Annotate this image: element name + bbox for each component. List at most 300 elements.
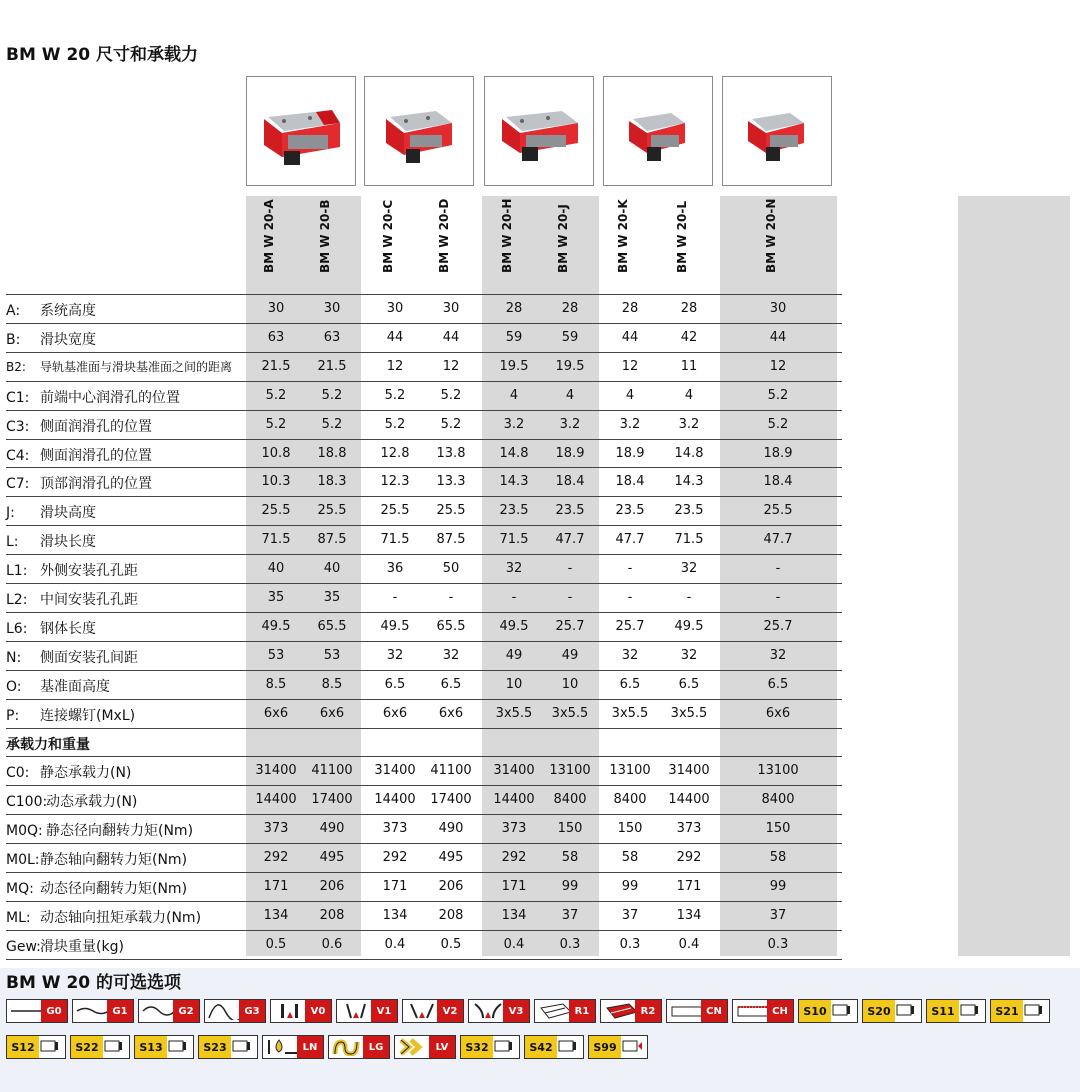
option-lg[interactable] bbox=[328, 1035, 390, 1059]
table-cell: 32 bbox=[505, 561, 523, 577]
table-cell: 30 bbox=[386, 301, 404, 316]
table-cell: 8.5 bbox=[321, 676, 343, 692]
table-cell: 0.5 bbox=[265, 936, 287, 952]
table-cell: 50 bbox=[442, 561, 460, 577]
option-code: G3 bbox=[239, 1000, 265, 1022]
table-cell: - bbox=[775, 561, 781, 577]
option-s23[interactable] bbox=[198, 1035, 258, 1059]
table-cell: 171 bbox=[501, 879, 527, 894]
table-cell: - bbox=[627, 590, 633, 605]
option-s21[interactable] bbox=[990, 999, 1050, 1023]
table-cell: 65.5 bbox=[317, 618, 347, 634]
table-cell: 0.3 bbox=[559, 936, 581, 952]
table-cell: 49 bbox=[561, 647, 579, 663]
column-header bbox=[302, 196, 362, 292]
table-cell: 13100 bbox=[609, 763, 651, 779]
row-divider bbox=[6, 554, 842, 555]
table-cell: 5.2 bbox=[321, 387, 343, 403]
table-cell: 11 bbox=[680, 358, 698, 374]
table-cell: 25.7 bbox=[555, 618, 585, 634]
table-cell: 5.2 bbox=[440, 416, 462, 432]
column-header bbox=[246, 196, 306, 292]
table-cell: 495 bbox=[438, 850, 464, 866]
option-code: S11 bbox=[927, 1000, 959, 1022]
table-cell: 42 bbox=[680, 329, 698, 345]
table-cell: 47.7 bbox=[615, 532, 645, 548]
table-cell: 0.3 bbox=[767, 936, 789, 952]
table-cell: 6x6 bbox=[382, 705, 408, 721]
lube-v-icon bbox=[397, 1038, 433, 1060]
table-cell: 6x6 bbox=[319, 705, 345, 721]
table-cell: 3x5.5 bbox=[670, 705, 708, 721]
option-code: CN bbox=[701, 1000, 727, 1022]
column-header bbox=[540, 196, 600, 292]
table-cell: 31400 bbox=[668, 763, 710, 779]
option-code: LN bbox=[297, 1036, 323, 1058]
table-cell: - bbox=[567, 561, 573, 577]
table-cell: 292 bbox=[382, 850, 408, 866]
option-code: S22 bbox=[71, 1036, 103, 1058]
column-header bbox=[421, 196, 481, 292]
table-cell: 49.5 bbox=[674, 618, 704, 634]
row-label bbox=[6, 445, 152, 465]
table-cell: 5.2 bbox=[767, 416, 789, 432]
option-code: LG bbox=[363, 1036, 389, 1058]
table-cell: 373 bbox=[676, 821, 702, 837]
option-code: V2 bbox=[437, 1000, 463, 1022]
row-label bbox=[6, 647, 138, 667]
row-label bbox=[6, 589, 138, 609]
option-g3[interactable] bbox=[204, 999, 266, 1023]
option-v0[interactable] bbox=[270, 999, 332, 1023]
option-cn[interactable] bbox=[666, 999, 728, 1023]
table-cell: 14.3 bbox=[499, 474, 529, 490]
option-g0[interactable] bbox=[6, 999, 68, 1023]
option-code: CH bbox=[767, 1000, 793, 1022]
table-cell: 208 bbox=[438, 907, 464, 923]
row-label bbox=[6, 849, 187, 869]
option-code: S13 bbox=[135, 1036, 167, 1058]
table-cell: 3x5.5 bbox=[611, 705, 649, 721]
row-divider bbox=[6, 439, 842, 440]
table-cell: - bbox=[567, 590, 573, 605]
table-cell: 63 bbox=[267, 329, 285, 345]
table-cell: 32 bbox=[680, 561, 698, 577]
column-header-label: BM W 20-J bbox=[556, 204, 570, 273]
table-cell: - bbox=[392, 590, 398, 605]
table-cell: 40 bbox=[267, 561, 285, 577]
table-cell: 25.7 bbox=[615, 618, 645, 634]
row-key: A: bbox=[6, 303, 21, 319]
table-cell: 59 bbox=[561, 329, 579, 345]
option-s99[interactable] bbox=[588, 1035, 648, 1059]
carriage-image-h-j bbox=[484, 76, 594, 186]
table-cell: 99 bbox=[621, 879, 639, 894]
table-cell: 19.5 bbox=[499, 358, 529, 374]
row-label bbox=[6, 416, 152, 436]
table-cell: 49.5 bbox=[499, 618, 529, 634]
column-header bbox=[365, 196, 425, 292]
seal-icon bbox=[492, 1038, 516, 1058]
table-cell: 13.8 bbox=[436, 445, 466, 461]
row-key: Gew: bbox=[6, 938, 41, 955]
row-label bbox=[6, 820, 193, 840]
table-cell: 10.3 bbox=[261, 474, 291, 490]
row-label bbox=[6, 387, 180, 407]
table-cell: 206 bbox=[319, 879, 345, 894]
row-name: 系统高度 bbox=[40, 303, 96, 319]
table-cell: 31400 bbox=[374, 763, 416, 779]
table-cell: 40 bbox=[323, 561, 341, 577]
lube-grease-icon bbox=[331, 1038, 367, 1060]
row-divider bbox=[6, 930, 842, 931]
table-cell: 32 bbox=[442, 647, 460, 663]
row-name: 滑块高度 bbox=[40, 505, 96, 522]
row-key: L6: bbox=[6, 620, 28, 637]
table-cell: 18.4 bbox=[615, 474, 645, 490]
table-cell: 32 bbox=[680, 647, 698, 663]
row-divider bbox=[6, 843, 842, 844]
table-cell: 18.4 bbox=[555, 474, 585, 490]
row-name: 静态轴向翻转力矩(Nm) bbox=[40, 852, 188, 869]
row-label bbox=[6, 618, 96, 638]
carriage-image-a-b bbox=[246, 76, 356, 186]
row-divider bbox=[6, 525, 842, 526]
table-cell: 150 bbox=[557, 821, 583, 837]
row-name: 滑块长度 bbox=[40, 534, 96, 551]
option-code: V1 bbox=[371, 1000, 397, 1022]
table-cell: 134 bbox=[382, 907, 408, 923]
table-cell: 5.2 bbox=[384, 387, 406, 403]
table-cell: 10 bbox=[561, 676, 579, 692]
table-cell: 4 bbox=[625, 387, 635, 403]
row-label bbox=[6, 936, 124, 956]
table-cell: 13.3 bbox=[436, 474, 466, 490]
table-cell: 18.9 bbox=[763, 445, 793, 461]
table-cell: 4 bbox=[684, 387, 694, 403]
table-cell: 58 bbox=[561, 850, 579, 866]
row-divider bbox=[6, 699, 842, 700]
table-cell: 13100 bbox=[549, 763, 591, 779]
table-cell: 49.5 bbox=[380, 618, 410, 634]
table-cell: 6x6 bbox=[438, 705, 464, 721]
table-cell: 292 bbox=[676, 850, 702, 866]
row-divider bbox=[6, 785, 842, 786]
option-g1[interactable] bbox=[72, 999, 134, 1023]
table-cell: 6x6 bbox=[765, 705, 791, 721]
table-cell: 71.5 bbox=[674, 532, 704, 548]
table-cell: 12 bbox=[442, 358, 460, 374]
table-cell: 8400 bbox=[553, 792, 587, 808]
table-cell: 14.8 bbox=[499, 445, 529, 461]
option-code: G2 bbox=[173, 1000, 199, 1022]
seal-icon bbox=[230, 1038, 254, 1058]
table-cell: 30 bbox=[769, 301, 787, 316]
row-key: C0: bbox=[6, 765, 30, 782]
table-cell: 25.5 bbox=[436, 503, 466, 519]
table-cell: 87.5 bbox=[317, 532, 347, 548]
option-code: V0 bbox=[305, 1000, 331, 1022]
table-cell: 8.5 bbox=[265, 676, 287, 692]
option-s13[interactable] bbox=[134, 1035, 194, 1059]
table-cell: 28 bbox=[680, 301, 698, 316]
table-cell: 28 bbox=[561, 301, 579, 316]
table-cell: 3.2 bbox=[559, 416, 581, 432]
table-cell: 47.7 bbox=[763, 532, 793, 548]
row-name: 静态径向翻转力矩(Nm) bbox=[46, 823, 194, 840]
row-name: 静态承载力(N) bbox=[40, 765, 132, 782]
cover-hardened-icon bbox=[735, 1002, 771, 1024]
row-divider bbox=[6, 670, 842, 671]
table-cell: 206 bbox=[438, 879, 464, 894]
table-cell: 53 bbox=[267, 647, 285, 663]
table-cell: 6.5 bbox=[678, 676, 700, 692]
row-divider bbox=[6, 381, 842, 382]
row-divider bbox=[6, 872, 842, 873]
row-name: 侧面润滑孔的位置 bbox=[40, 447, 152, 464]
wave-medium-icon bbox=[141, 1002, 177, 1024]
seal-icon bbox=[166, 1038, 190, 1058]
table-cell: 25.5 bbox=[763, 503, 793, 519]
table-cell: 12 bbox=[621, 358, 639, 374]
table-cell: 490 bbox=[319, 821, 345, 837]
row-label bbox=[6, 705, 135, 725]
column-band-extra bbox=[958, 196, 1070, 956]
carriage-image-c-d bbox=[364, 76, 474, 186]
table-cell: 44 bbox=[386, 329, 404, 345]
table-cell: 490 bbox=[438, 821, 464, 837]
column-header bbox=[484, 196, 544, 292]
column-header-label: BM W 20-D bbox=[437, 198, 451, 273]
row-label bbox=[6, 762, 131, 782]
table-cell: 0.4 bbox=[678, 936, 700, 952]
table-cell: 8400 bbox=[761, 792, 795, 808]
table-cell: 5.2 bbox=[440, 387, 462, 403]
table-cell: 134 bbox=[676, 907, 702, 923]
table-cell: 12 bbox=[769, 358, 787, 374]
option-v3[interactable] bbox=[468, 999, 530, 1023]
row-key: B: bbox=[6, 331, 21, 348]
table-cell: 17400 bbox=[430, 792, 472, 808]
table-cell: 12.3 bbox=[380, 474, 410, 490]
table-cell: 8400 bbox=[613, 792, 647, 808]
table-cell: 495 bbox=[319, 850, 345, 866]
row-label bbox=[6, 676, 110, 696]
row-name: 侧面润滑孔的位置 bbox=[40, 418, 152, 435]
table-cell: 18.9 bbox=[615, 445, 645, 461]
option-code: R1 bbox=[569, 1000, 595, 1022]
table-cell: 0.6 bbox=[321, 936, 343, 952]
option-ln[interactable] bbox=[262, 1035, 324, 1059]
option-code: G1 bbox=[107, 1000, 133, 1022]
table-cell: 373 bbox=[382, 821, 408, 837]
table-cell: 0.3 bbox=[619, 936, 641, 952]
options-title: BM W 20 的可选选项 bbox=[6, 973, 182, 993]
table-cell: 6.5 bbox=[619, 676, 641, 692]
option-code: S32 bbox=[461, 1036, 493, 1058]
table-cell: 19.5 bbox=[555, 358, 585, 374]
table-cell: 5.2 bbox=[265, 416, 287, 432]
row-name: 滑块重量(kg) bbox=[40, 938, 124, 955]
option-s22[interactable] bbox=[70, 1035, 130, 1059]
table-cell: 25.7 bbox=[763, 618, 793, 634]
table-cell: 59 bbox=[505, 329, 523, 345]
table-cell: 10.8 bbox=[261, 445, 291, 461]
row-key: C4: bbox=[6, 447, 30, 464]
option-r2[interactable] bbox=[600, 999, 662, 1023]
table-cell: 35 bbox=[323, 590, 341, 605]
table-cell: 37 bbox=[769, 907, 787, 923]
table-cell: 37 bbox=[621, 907, 639, 923]
table-cell: 150 bbox=[617, 821, 643, 837]
table-cell: 14400 bbox=[493, 792, 535, 808]
column-header-label: BM W 20-B bbox=[318, 199, 332, 273]
row-name: 滑块宽度 bbox=[40, 331, 96, 348]
row-name: 外侧安装孔孔距 bbox=[40, 563, 138, 580]
row-key: MQ: bbox=[6, 881, 34, 897]
table-cell: 53 bbox=[323, 647, 341, 663]
table-cell: 71.5 bbox=[380, 532, 410, 548]
table-cell: 14400 bbox=[668, 792, 710, 808]
table-cell: 373 bbox=[263, 821, 289, 837]
table-cell: 87.5 bbox=[436, 532, 466, 548]
row-key: L: bbox=[6, 534, 19, 551]
seal-icon bbox=[894, 1002, 918, 1022]
row-divider bbox=[6, 352, 842, 353]
table-cell: 71.5 bbox=[499, 532, 529, 548]
row-label bbox=[6, 358, 232, 375]
row-name: 动态径向翻转力矩(Nm) bbox=[40, 881, 188, 897]
table-cell: 21.5 bbox=[317, 358, 347, 374]
row-key: ML: bbox=[6, 909, 31, 926]
column-header-label: BM W 20-K bbox=[616, 199, 630, 273]
option-v2[interactable] bbox=[402, 999, 464, 1023]
option-code: LV bbox=[429, 1036, 455, 1058]
table-cell: 28 bbox=[621, 301, 639, 316]
seal-icon bbox=[958, 1002, 982, 1022]
option-code: S12 bbox=[7, 1036, 39, 1058]
table-cell: 3.2 bbox=[678, 416, 700, 432]
row-key: M0L: bbox=[6, 852, 40, 869]
option-v1[interactable] bbox=[336, 999, 398, 1023]
table-cell: 99 bbox=[769, 879, 787, 894]
option-s12[interactable] bbox=[6, 1035, 66, 1059]
option-ch[interactable] bbox=[732, 999, 794, 1023]
table-cell: 41100 bbox=[430, 763, 472, 779]
row-key: L1: bbox=[6, 563, 28, 580]
row-key: C1: bbox=[6, 389, 30, 406]
table-cell: 30 bbox=[442, 301, 460, 316]
row-label bbox=[6, 502, 96, 522]
table-cell: 21.5 bbox=[261, 358, 291, 374]
row-name: 基准面高度 bbox=[40, 678, 110, 695]
preload-0-icon bbox=[273, 1002, 309, 1024]
option-code: S21 bbox=[991, 1000, 1023, 1022]
option-s42[interactable] bbox=[524, 1035, 584, 1059]
row-name: 侧面安装孔间距 bbox=[40, 649, 138, 666]
table-cell: 12.8 bbox=[380, 445, 410, 461]
table-cell: - bbox=[511, 590, 517, 605]
table-cell: 44 bbox=[621, 329, 639, 345]
table-cell: 44 bbox=[442, 329, 460, 345]
row-key: L2: bbox=[6, 592, 28, 608]
option-code: V3 bbox=[503, 1000, 529, 1022]
row-label bbox=[6, 300, 96, 320]
option-g2[interactable] bbox=[138, 999, 200, 1023]
option-code: S42 bbox=[525, 1036, 557, 1058]
table-cell: 23.5 bbox=[615, 503, 645, 519]
table-cell: 32 bbox=[386, 647, 404, 663]
column-header-label: BM W 20-C bbox=[381, 199, 395, 273]
preload-3-icon bbox=[471, 1002, 507, 1024]
column-header bbox=[748, 196, 808, 292]
row-key: M0Q: bbox=[6, 823, 43, 840]
option-lv[interactable] bbox=[394, 1035, 456, 1059]
table-cell: 49.5 bbox=[261, 618, 291, 634]
table-cell: 13100 bbox=[757, 763, 799, 779]
row-name: 动态承载力(N) bbox=[46, 794, 138, 811]
carriage-image-n bbox=[722, 76, 832, 186]
table-cell: 30 bbox=[323, 301, 341, 316]
seal-icon bbox=[38, 1038, 62, 1058]
row-divider bbox=[6, 410, 842, 411]
option-code: S10 bbox=[799, 1000, 831, 1022]
table-cell: 373 bbox=[501, 821, 527, 837]
row-name: 动态轴向扭矩承载力(Nm) bbox=[40, 909, 202, 926]
option-r1[interactable] bbox=[534, 999, 596, 1023]
option-code: G0 bbox=[41, 1000, 67, 1022]
section-title: 承载力和重量 bbox=[6, 736, 90, 753]
row-divider bbox=[6, 814, 842, 815]
table-cell: 4 bbox=[565, 387, 575, 403]
table-cell: 171 bbox=[676, 879, 702, 894]
row-divider bbox=[6, 959, 842, 960]
table-cell: 25.5 bbox=[317, 503, 347, 519]
page-title: BM W 20 尺寸和承载力 bbox=[6, 45, 199, 65]
table-cell: 14400 bbox=[374, 792, 416, 808]
row-name: 钢体长度 bbox=[40, 620, 96, 637]
table-cell: 292 bbox=[501, 850, 527, 866]
seal-icon bbox=[1022, 1002, 1046, 1022]
row-name: 前端中心润滑孔的位置 bbox=[40, 389, 180, 406]
table-cell: 18.9 bbox=[555, 445, 585, 461]
option-s10[interactable] bbox=[798, 999, 858, 1023]
table-cell: 14.8 bbox=[674, 445, 704, 461]
row-key: J: bbox=[6, 505, 15, 522]
table-cell: 5.2 bbox=[321, 416, 343, 432]
row-key: B2: bbox=[6, 359, 26, 374]
table-cell: 99 bbox=[561, 879, 579, 894]
table-cell: 171 bbox=[263, 879, 289, 894]
carriage-image-k-l bbox=[603, 76, 713, 186]
table-cell: 6.5 bbox=[440, 676, 462, 692]
option-s20[interactable] bbox=[862, 999, 922, 1023]
rail-1-icon bbox=[537, 1002, 573, 1024]
option-code: S20 bbox=[863, 1000, 895, 1022]
row-divider bbox=[6, 756, 842, 757]
option-s32[interactable] bbox=[460, 1035, 520, 1059]
row-divider bbox=[6, 612, 842, 613]
table-cell: 5.2 bbox=[265, 387, 287, 403]
option-s11[interactable] bbox=[926, 999, 986, 1023]
table-cell: 25.5 bbox=[261, 503, 291, 519]
seal-icon bbox=[556, 1038, 580, 1058]
row-divider bbox=[6, 901, 842, 902]
table-cell: 18.4 bbox=[763, 474, 793, 490]
row-name: 顶部润滑孔的位置 bbox=[40, 476, 152, 493]
row-key: C7: bbox=[6, 476, 30, 493]
table-cell: - bbox=[627, 561, 633, 577]
